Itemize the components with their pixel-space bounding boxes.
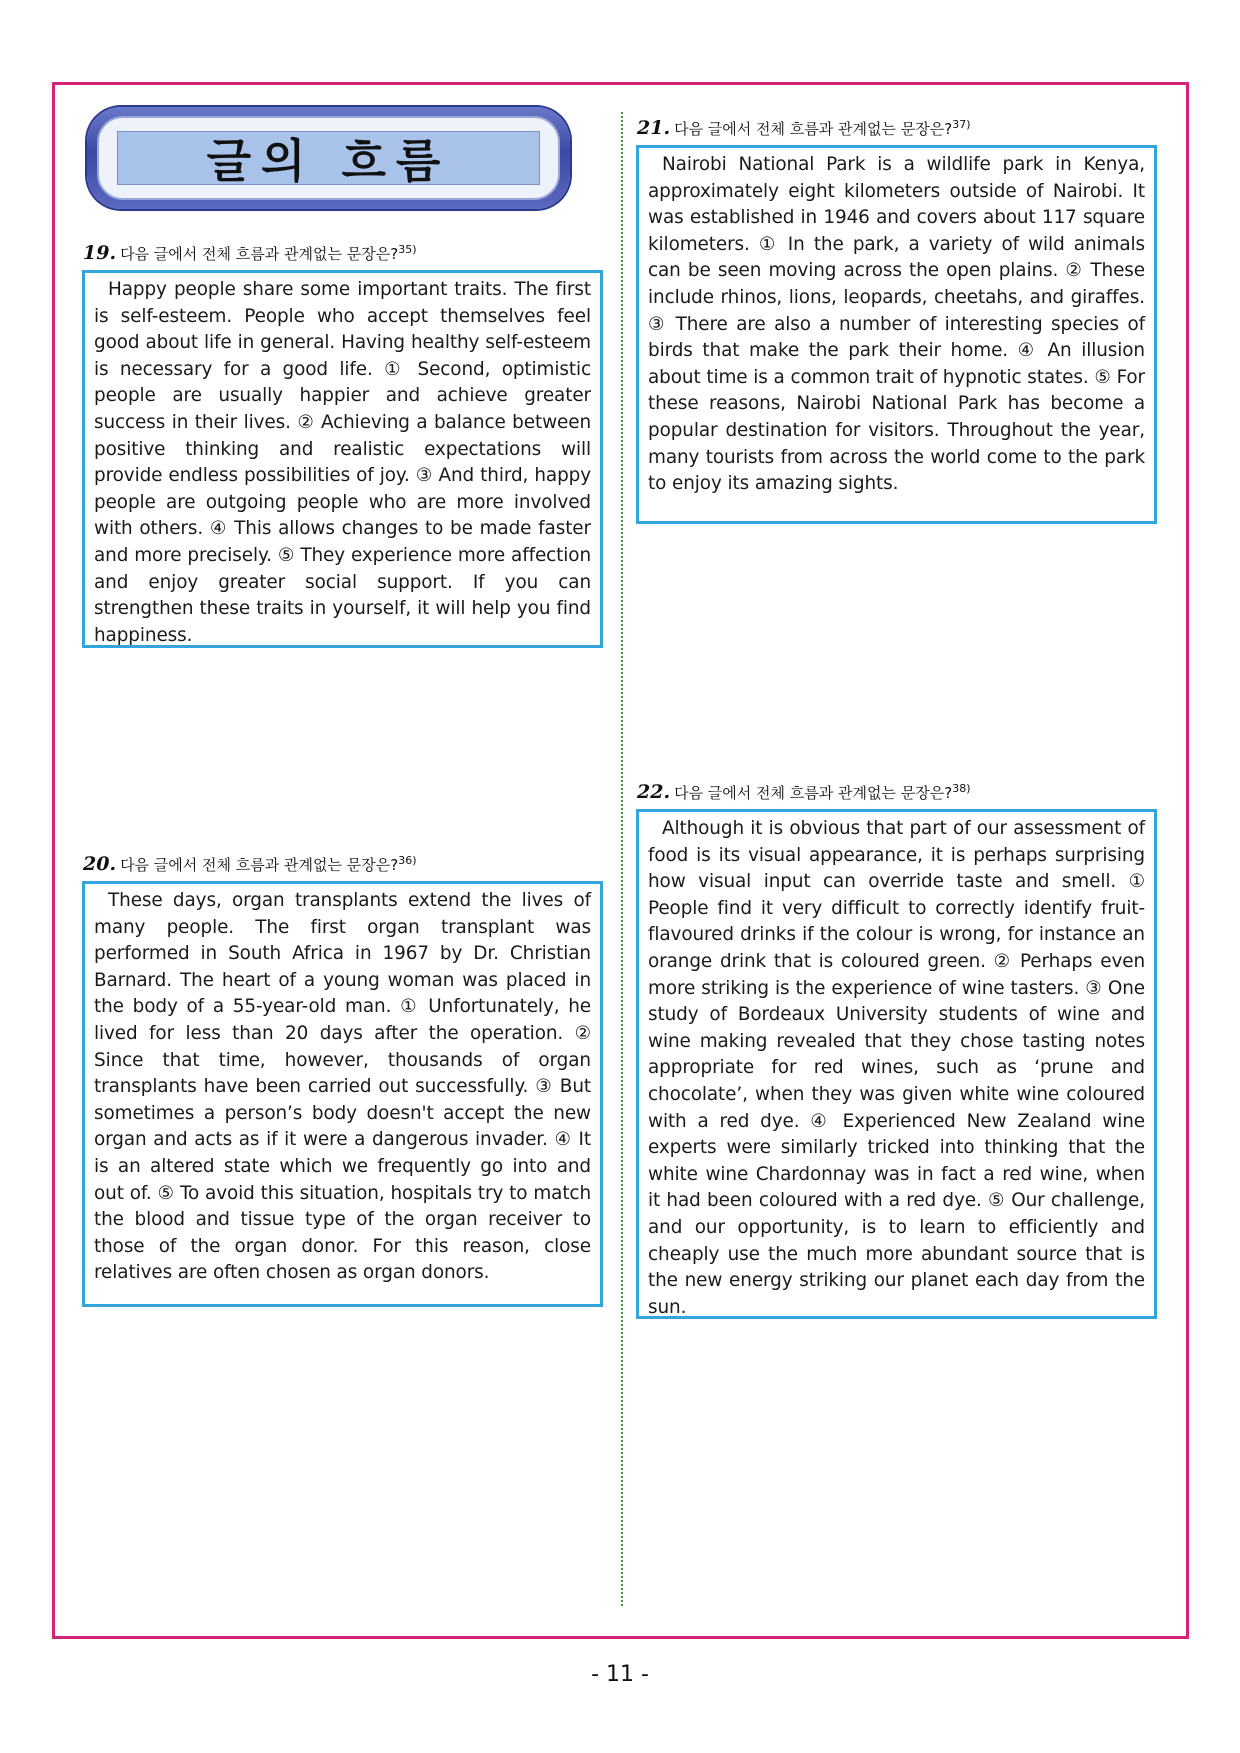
- question-19-passage: Happy people share some important traits. The first is self-esteem. People who accept themselves feel good about life in general. Having healthy self-esteem is necessary for a good life. ① Second, optimistic people are usually happier and achieve greater success in their lives. ② Achieving a balance between positive thinking and realistic expectations will provide endless possibilities of joy. ③ And third, happy people are outgoing people who are more involved with others. ④ This allows changes to be made faster and more precisely. ⑤ They experience more affection and enjoy greater social support. If you can strengthen these traits in yourself, it will help you find happiness.: [82, 270, 603, 648]
- question-19-header: [83, 242, 417, 264]
- question-prompt: 다음 글에서 전체 흐름과 관계없는 문장은?: [674, 120, 953, 138]
- page-number: - 11 -: [591, 1662, 649, 1687]
- question-21-passage: Nairobi National Park is a wildlife park in Kenya, approximately eight kilometers outside of Nairobi. It was established in 1946 and covers about 117 square kilometers. ① In the park, a variety of wild animals can be seen moving across the open plains. ② These include rhinos, lions, leopards, cheetahs, and giraffes. ③ There are also a number of interesting species of birds that make the park their home. ④ An illusion about time is a common trait of hypnotic states. ⑤ For these reasons, Nairobi National Park has become a popular destination for visitors. Throughout the year, many tourists from across the world come to the park to enjoy its amazing sights.: [636, 145, 1157, 524]
- section-title: 글의 흐름: [206, 134, 451, 188]
- question-22-header: [637, 781, 971, 803]
- question-20-header: [83, 853, 417, 875]
- section-title-frame: [97, 116, 560, 200]
- footnote-ref: 36): [398, 854, 417, 867]
- section-title-plate: [117, 131, 540, 188]
- question-prompt: 다음 글에서 전체 흐름과 관계없는 문장은?: [120, 245, 399, 263]
- column-divider: [621, 112, 623, 1606]
- footnote-ref: 35): [398, 243, 417, 256]
- section-title-banner: [87, 107, 570, 209]
- question-20-passage: These days, organ transplants extend the lives of many people. The first organ transplant was performed in South Africa in 1967 by Dr. Christian Barnard. The heart of a young woman was placed in the body of a 55-year-old man. ① Unfortunately, he lived for less than 20 days after the operation. ② Since that time, however, thousands of organ transplants have been carried out successfully. ③ But sometimes a person’s body doesn't accept the new organ and acts as if it were a dangerous invader. ④ It is an altered state which we frequently go into and out of. ⑤ To avoid this situation, hospitals try to match the blood and tissue type of the organ receiver to those of the organ donor. For this reason, close relatives are often chosen as organ donors.: [82, 881, 603, 1307]
- footnote-ref: 37): [952, 118, 971, 131]
- question-prompt: 다음 글에서 전체 흐름과 관계없는 문장은?: [674, 784, 953, 802]
- question-prompt: 다음 글에서 전체 흐름과 관계없는 문장은?: [120, 856, 399, 874]
- question-number: 20.: [83, 853, 117, 875]
- question-number: 19.: [83, 242, 117, 264]
- question-21-header: [637, 117, 971, 139]
- question-number: 21.: [637, 117, 671, 139]
- question-number: 22.: [637, 781, 671, 803]
- footnote-ref: 38): [952, 782, 971, 795]
- question-22-passage: Although it is obvious that part of our assessment of food is its visual appearance, it is perhaps surprising how visual input can override taste and smell. ① People find it very difficult to correctly identify fruit-flavoured drinks if the colour is wrong, for instance an orange drink that is coloured green. ② Perhaps even more striking is the experience of wine tasters. ③ One study of Bordeaux University students of wine and wine making revealed that they chose tasting notes appropriate for red wines, such as ‘prune and chocolate’, when they was given white wine coloured with a red dye. ④ Experienced New Zealand wine experts were similarly tricked into thinking that the white wine Chardonnay was in fact a red wine, when it had been coloured with a red dye. ⑤ Our challenge, and our opportunity, is to learn to efficiently and cheaply use the much more abundant source that is the new energy striking our planet each day from the sun.: [636, 809, 1157, 1319]
